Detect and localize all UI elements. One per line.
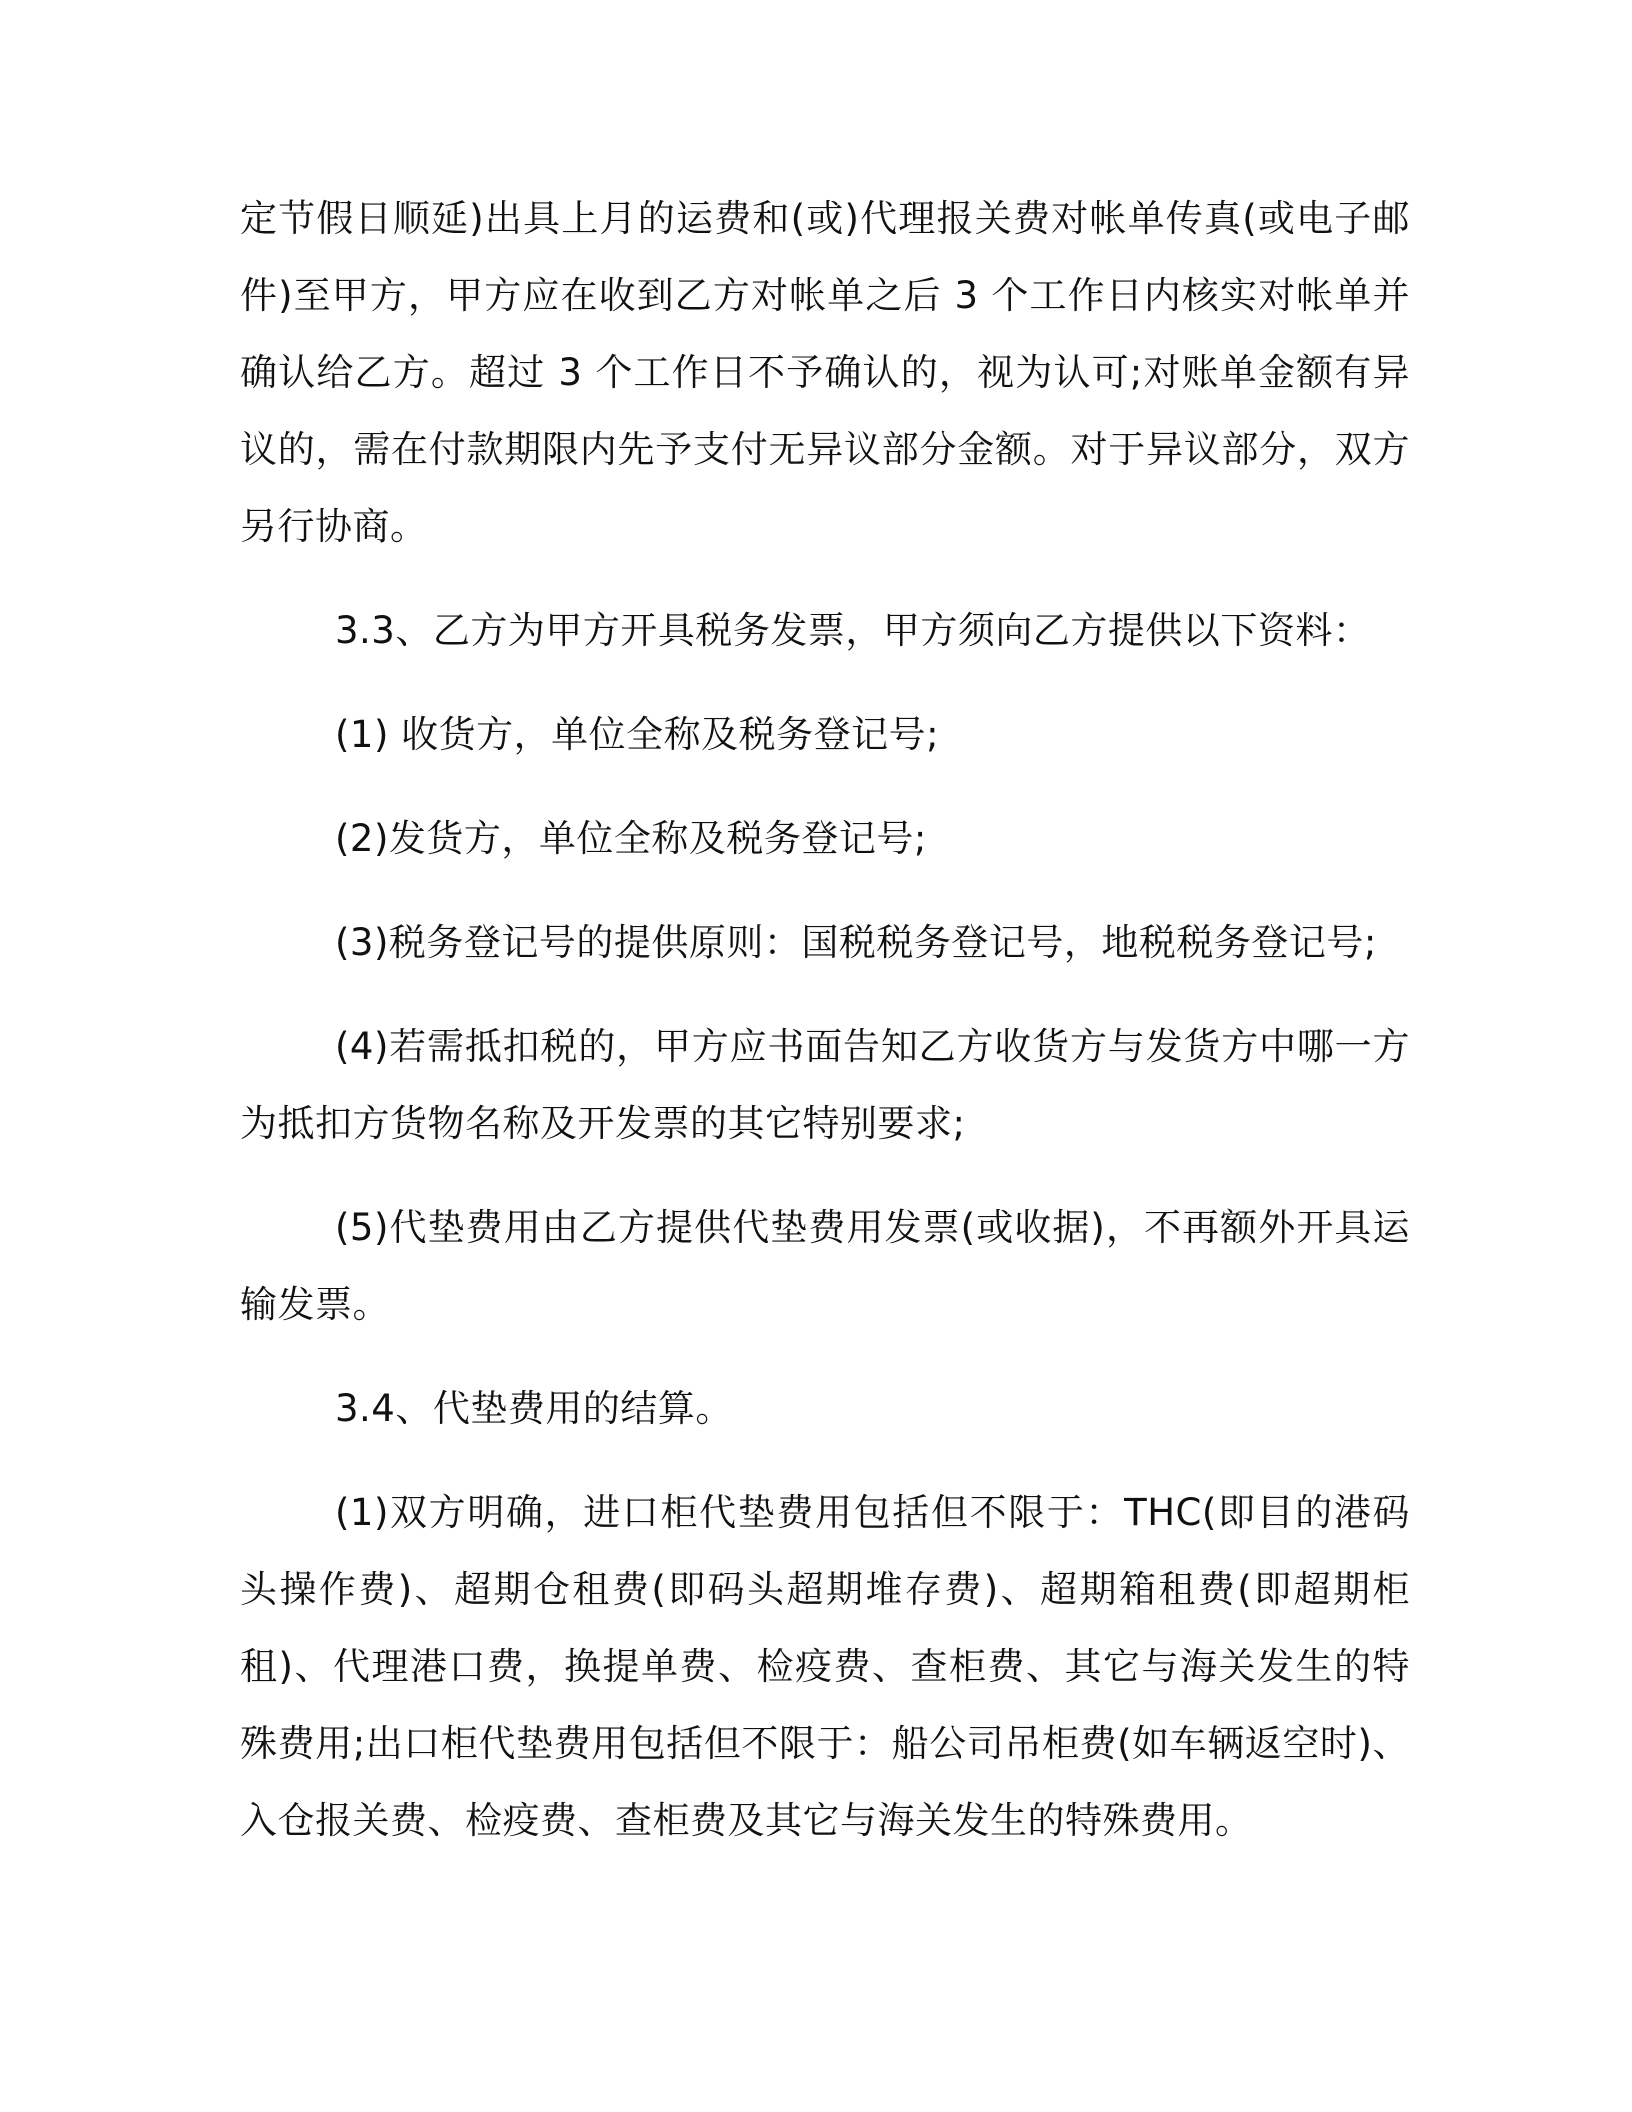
paragraph-3-4-item-1: (1)双方明确，进口柜代垫费用包括但不限于：THC(即目的港码头操作费)、超期仓租费(即码头超期堆存费)、超期箱租费(即超期柜租)、代理港口费，换提单费、检疫费、查柜费、其它与海关发生的特殊费用;出口柜代垫费用包括但不限于：船公司吊柜费(如车辆返空时)、入仓报关费、检疫费、查柜费及其它与海关发生的特殊费用。 (240, 1491, 1410, 1842)
paragraph-billing-statement: 定节假日顺延)出具上月的运费和(或)代理报关费对帐单传真(或电子邮件)至甲方，甲方应在收到乙方对帐单之后 3 个工作日内核实对帐单并确认给乙方。超过 3 个工作日不予确认的，视为认可;对账单金额有异议的，需在付款期限内先予支付无异议部分金额。对于异议部分，双方另行协商。 (240, 197, 1410, 548)
paragraph-item-3: (3)税务登记号的提供原则：国税税务登记号，地税税务登记号; (335, 921, 1377, 964)
paragraph-item-4: (4)若需抵扣税的，甲方应书面告知乙方收货方与发货方中哪一方为抵扣方货物名称及开发票的其它特别要求; (240, 1025, 1410, 1145)
paragraph-item-1: (1) 收货方，单位全称及税务登记号; (335, 713, 940, 756)
paragraph-item-5: (5)代垫费用由乙方提供代垫费用发票(或收据)，不再额外开具运输发票。 (240, 1206, 1410, 1326)
paragraph-section-3-4: 3.4、代垫费用的结算。 (335, 1387, 733, 1430)
document-body (240, 180, 1410, 1886)
paragraph-section-3-3: 3.3、乙方为甲方开具税务发票，甲方须向乙方提供以下资料： (335, 609, 1371, 652)
paragraph-item-2: (2)发货方，单位全称及税务登记号; (335, 817, 927, 860)
